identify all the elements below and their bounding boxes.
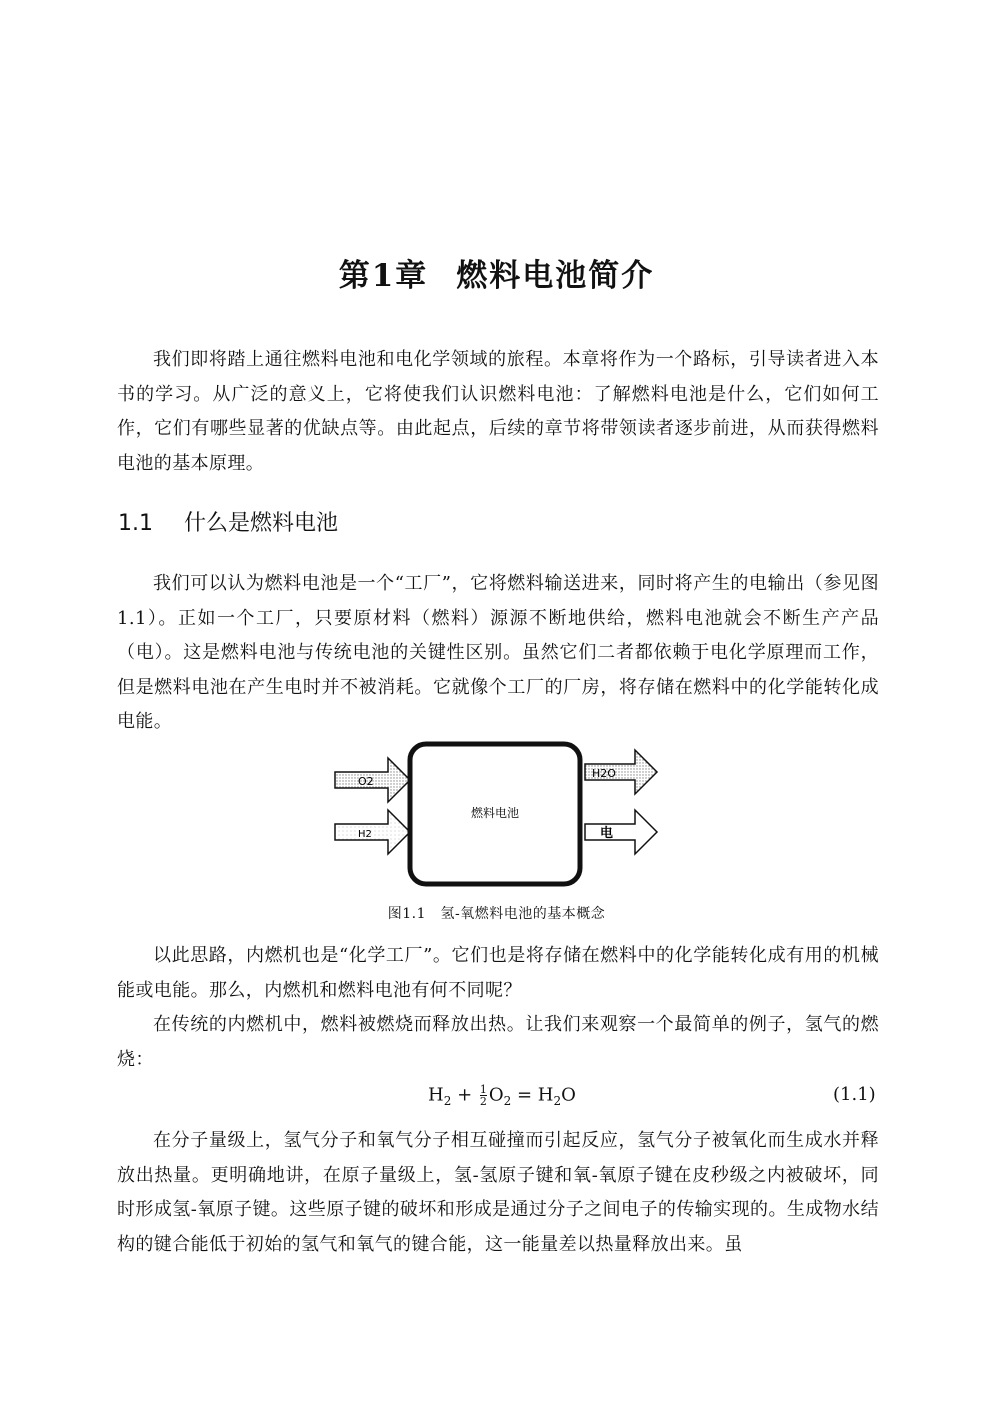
equation-number: (1.1) — [833, 1084, 876, 1105]
output-arrow-electricity — [585, 810, 657, 854]
label-fuel-cell: 燃料电池 — [470, 806, 520, 820]
paragraph-4: 在分子量级上，氢气分子和氧气分子相互碰撞而引起反应，氢气分子被氧化而生成水并释放出热量。更明确地讲，在原子量级上，氢-氢原子键和氧-氧原子键在皮秒级之内被破坏，同时形成氢-氧原子键。这些原子键的破坏和形成是通过分子之间电子的传输实现的。生成物水结构的键合能低于初始的氢气和氧气的键合能，这一能量差以热量释放出来。虽 — [117, 1130, 879, 1255]
section-number: 1.1 — [118, 511, 153, 536]
paragraph-2: 以此思路，内燃机也是“化学工厂”。它们也是将存储在燃料中的化学能转化成有用的机械能或电能。那么，内燃机和燃料电池有何不同呢？ — [117, 945, 879, 1001]
chapter-name: 燃料电池简介 — [456, 258, 655, 294]
fuel-cell-diagram — [330, 738, 660, 888]
equation-1-1 — [0, 1080, 993, 1114]
section-heading — [118, 506, 338, 537]
label-hydrogen: H2 — [358, 829, 372, 840]
intro-paragraph: 我们即将踏上通往燃料电池和电化学领域的旅程。本章将作为一个路标，引导读者进入本书的学习。从广泛的意义上，它将使我们认识燃料电池：了解燃料电池是什么，它们如何工作，它们有哪些显著的优缺点等。由此起点，后续的章节将带领读者逐步前进，从而获得燃料电池的基本原理。 — [117, 349, 879, 474]
input-arrow-hydrogen — [335, 810, 410, 854]
chapter-label: 第1章 — [338, 258, 429, 294]
figure-caption: 图1.1 氢-氧燃料电池的基本概念 — [387, 906, 606, 922]
section-title: 什么是燃料电池 — [184, 511, 339, 536]
chapter-title — [0, 250, 993, 295]
paragraph-3: 在传统的内燃机中，燃料被燃烧而释放出热。让我们来观察一个最简单的例子，氢气的燃烧： — [117, 1014, 879, 1070]
figure-1-1 — [330, 738, 660, 888]
label-water: H2O — [592, 767, 616, 780]
label-electricity: 电 — [600, 826, 614, 841]
label-oxygen: O2 — [358, 775, 374, 788]
equation-formula: $H_2$ + $\frac{1}{2}$ $O_2 = H_2O$ — [428, 1083, 576, 1109]
paragraph-1: 我们可以认为燃料电池是一个“工厂”，它将燃料输送进来，同时将产生的电输出（参见图1.1）。正如一个工厂，只要原材料（燃料）源源不断地供给，燃料电池就会不断生产产品（电）。这是燃料电池与传统电池的关键性区别。虽然它们二者都依赖于电化学原理而工作，但是燃料电池在产生电时并不被消耗。它就像个工厂的厂房，将存储在燃料中的化学能转化成电能。 — [117, 573, 879, 732]
